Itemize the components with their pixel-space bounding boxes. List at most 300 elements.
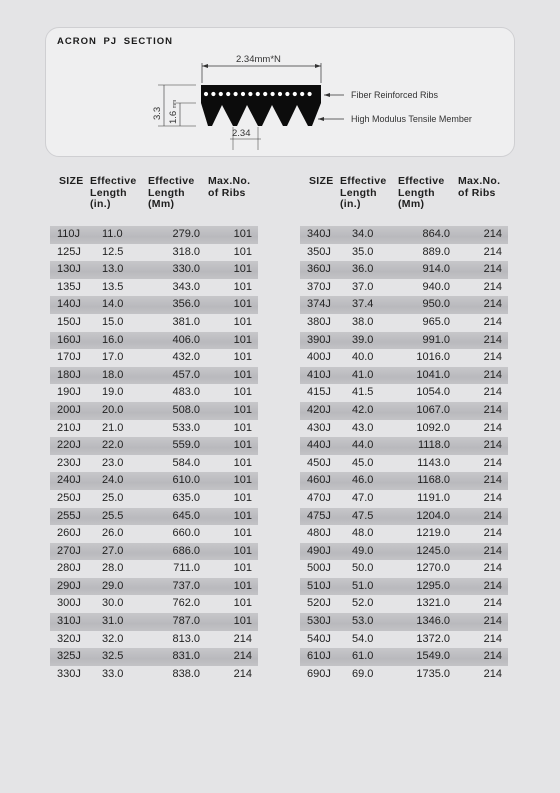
cell-length-mm: 645.0: [172, 509, 200, 522]
cell-length-mm: 508.0: [172, 403, 200, 416]
cell-max-ribs: 101: [233, 351, 252, 364]
table-row: [50, 314, 258, 332]
cell-max-ribs: 214: [483, 456, 502, 469]
cell-size: 470J: [307, 491, 331, 504]
tensile-cord: [248, 92, 252, 96]
cell-size: 260J: [57, 527, 81, 540]
cell-length-mm: 1735.0: [416, 667, 450, 680]
cell-max-ribs: 101: [233, 491, 252, 504]
table-row: [50, 384, 258, 402]
cell-length-mm: 889.0: [422, 245, 450, 258]
cell-max-ribs: 214: [483, 650, 502, 663]
cell-length-mm: 457.0: [172, 368, 200, 381]
cell-max-ribs: 101: [233, 544, 252, 557]
cell-max-ribs: 214: [483, 509, 502, 522]
cell-size: 140J: [57, 298, 81, 311]
cell-size: 160J: [57, 333, 81, 346]
cell-size: 510J: [307, 579, 331, 592]
cell-max-ribs: 214: [483, 597, 502, 610]
cell-size: 270J: [57, 544, 81, 557]
tensile-cord: [234, 92, 238, 96]
table-row: [50, 578, 258, 596]
table-row: [300, 226, 508, 244]
cell-size: 250J: [57, 491, 81, 504]
cell-length-in: 31.0: [102, 615, 124, 628]
cell-max-ribs: 214: [483, 280, 502, 293]
table-row: [300, 332, 508, 350]
cell-max-ribs: 214: [483, 245, 502, 258]
svg-text:1.6 mm: [168, 100, 179, 124]
cell-size: 530J: [307, 615, 331, 628]
cell-length-in: 45.0: [352, 456, 374, 469]
cell-max-ribs: 101: [233, 597, 252, 610]
svg-text:2.34: [232, 128, 251, 139]
table-row: [300, 631, 508, 649]
cell-size: 500J: [307, 562, 331, 575]
cell-max-ribs: 214: [483, 544, 502, 557]
cell-length-in: 11.0: [102, 228, 123, 240]
table-row: [300, 525, 508, 543]
cell-max-ribs: 214: [483, 333, 502, 346]
cell-size: 255J: [57, 509, 81, 522]
cell-length-in: 23.0: [102, 456, 124, 469]
cell-length-mm: 1092.0: [416, 421, 450, 434]
table-row: [300, 595, 508, 613]
header-size: SIZE: [59, 175, 84, 187]
cell-length-mm: 950.0: [422, 298, 450, 311]
cell-size: 170J: [57, 351, 81, 364]
cell-max-ribs: 214: [483, 298, 502, 311]
table-row: [50, 490, 258, 508]
cell-length-in: 21.0: [102, 421, 124, 434]
cell-length-in: 50.0: [352, 562, 374, 575]
cell-length-in: 15.0: [102, 315, 124, 328]
cell-size: 410J: [307, 368, 331, 381]
header-effective-length-in: Effective Length (in.): [90, 175, 137, 210]
cell-max-ribs: 214: [483, 527, 502, 540]
cell-length-in: 12.5: [102, 245, 124, 258]
svg-text:High Modulus Tensile Member: [351, 114, 472, 124]
cell-length-mm: 356.0: [172, 298, 200, 311]
cell-length-in: 36.0: [352, 263, 374, 276]
cell-max-ribs: 101: [233, 228, 252, 240]
table-row: [300, 402, 508, 420]
top-width-label: 2.34mm*N: [236, 54, 281, 65]
tensile-cord: [256, 92, 260, 96]
table-row: [50, 648, 258, 666]
belt-section-diagram: [45, 27, 515, 157]
cell-size: 190J: [57, 386, 81, 399]
cell-size: 320J: [57, 632, 81, 645]
cell-length-mm: 813.0: [172, 632, 200, 645]
svg-text:3.3: [152, 107, 163, 120]
cell-size: 370J: [307, 280, 331, 293]
cell-size: 130J: [57, 263, 81, 276]
header-max-ribs: Max.No. of Ribs: [458, 175, 501, 199]
tensile-cord: [300, 92, 304, 96]
cell-length-in: 17.0: [102, 351, 124, 364]
cell-max-ribs: 214: [233, 650, 252, 663]
table-header: [300, 176, 508, 224]
cell-length-mm: 406.0: [172, 333, 200, 346]
tensile-cord: [211, 92, 215, 96]
cell-length-mm: 1118.0: [417, 439, 450, 452]
cell-size: 360J: [307, 263, 331, 276]
cell-size: 230J: [57, 456, 81, 469]
cell-max-ribs: 101: [233, 527, 252, 540]
cell-length-in: 48.0: [352, 527, 374, 540]
cell-size: 610J: [307, 650, 331, 663]
table-row: [50, 666, 258, 684]
cell-max-ribs: 101: [233, 562, 252, 575]
table-row: [300, 666, 508, 684]
table-row: [300, 613, 508, 631]
cell-length-in: 42.0: [352, 403, 374, 416]
cell-length-mm: 559.0: [172, 439, 200, 452]
cell-length-in: 41.5: [352, 386, 374, 399]
cell-size: 150J: [57, 315, 81, 328]
cell-length-mm: 1016.0: [416, 351, 450, 364]
table-row: [50, 367, 258, 385]
cell-size: 450J: [307, 456, 331, 469]
cell-length-mm: 279.0: [172, 228, 200, 240]
cell-length-mm: 432.0: [172, 351, 200, 364]
cell-max-ribs: 214: [233, 632, 252, 645]
cell-max-ribs: 101: [233, 298, 252, 311]
cell-size: 540J: [307, 632, 331, 645]
cell-max-ribs: 214: [483, 315, 502, 328]
cell-length-mm: 1245.0: [416, 544, 450, 557]
cell-length-in: 53.0: [352, 615, 374, 628]
cell-length-mm: 1204.0: [416, 509, 450, 522]
cell-length-in: 33.0: [102, 667, 124, 680]
tensile-label: High Modulus Tensile Member: [351, 114, 472, 124]
section-title: ACRON PJ SECTION: [57, 36, 173, 47]
table-row: [300, 437, 508, 455]
table-row: [300, 472, 508, 490]
cell-size: 460J: [307, 474, 331, 487]
cell-max-ribs: 101: [233, 456, 252, 469]
cell-length-mm: 1219.0: [416, 527, 450, 540]
table-row: [50, 543, 258, 561]
table-row: [300, 543, 508, 561]
cell-size: 330J: [57, 667, 81, 680]
cell-length-mm: 584.0: [172, 456, 200, 469]
tensile-cord: [271, 92, 275, 96]
svg-text:Fiber Reinforced Ribs: [351, 90, 439, 100]
cell-length-in: 40.0: [352, 351, 374, 364]
table-row: [50, 525, 258, 543]
cell-size: 350J: [307, 245, 331, 258]
cell-length-in: 20.0: [102, 403, 124, 416]
cell-length-mm: 381.0: [172, 315, 200, 328]
table-row: [50, 226, 258, 244]
table-row: [300, 296, 508, 314]
tensile-cord: [241, 92, 245, 96]
cell-length-in: 24.0: [102, 474, 124, 487]
table-body: [300, 226, 508, 683]
cell-size: 690J: [307, 667, 331, 680]
cell-length-mm: 991.0: [422, 333, 450, 346]
table-header: [50, 176, 258, 224]
header-max-ribs: Max.No. of Ribs: [208, 175, 251, 199]
cell-max-ribs: 214: [483, 439, 502, 452]
belt-profile: [201, 85, 321, 126]
cell-size: 280J: [57, 562, 81, 575]
table-row: [300, 648, 508, 666]
cell-max-ribs: 214: [483, 228, 502, 240]
cell-max-ribs: 214: [483, 263, 502, 276]
cell-length-mm: 1054.0: [416, 386, 450, 399]
cell-length-in: 13.0: [102, 263, 124, 276]
cell-length-mm: 831.0: [172, 650, 200, 663]
cell-length-in: 35.0: [352, 245, 374, 258]
cell-length-mm: 635.0: [172, 491, 200, 504]
rib-height-label: 1.6: [168, 110, 179, 124]
cell-length-mm: 737.0: [172, 579, 200, 592]
cell-length-mm: 343.0: [172, 280, 200, 293]
cell-length-in: 52.0: [352, 597, 374, 610]
cell-length-mm: 318.0: [172, 245, 200, 258]
svg-text:2.34mm*N: [236, 54, 281, 65]
cell-length-in: 34.0: [352, 228, 374, 240]
tensile-cord: [204, 92, 208, 96]
cell-max-ribs: 214: [233, 667, 252, 680]
cell-length-in: 22.0: [102, 439, 124, 452]
cell-length-in: 29.0: [102, 579, 124, 592]
cell-size: 440J: [307, 439, 331, 452]
cell-length-in: 46.0: [352, 474, 374, 487]
cell-length-mm: 1041.0: [416, 368, 450, 381]
cell-length-in: 47.5: [352, 509, 374, 522]
table-row: [50, 332, 258, 350]
cell-length-mm: 610.0: [172, 474, 200, 487]
table-row: [300, 261, 508, 279]
table-row: [50, 296, 258, 314]
table-row: [300, 384, 508, 402]
cell-size: 220J: [57, 439, 81, 452]
table-row: [300, 279, 508, 297]
cell-length-in: 69.0: [352, 667, 374, 680]
cell-size: 240J: [57, 474, 81, 487]
table-row: [300, 455, 508, 473]
cell-max-ribs: 101: [233, 579, 252, 592]
table-row: [50, 595, 258, 613]
cell-max-ribs: 214: [483, 386, 502, 399]
cell-length-in: 44.0: [352, 439, 374, 452]
header-size: SIZE: [309, 175, 334, 187]
table-row: [300, 349, 508, 367]
cell-size: 374J: [307, 298, 331, 311]
cell-size: 290J: [57, 579, 81, 592]
cell-length-in: 25.5: [102, 509, 124, 522]
cell-length-in: 41.0: [352, 368, 374, 381]
cell-max-ribs: 214: [483, 421, 502, 434]
cell-max-ribs: 214: [483, 474, 502, 487]
cell-length-mm: 483.0: [172, 386, 200, 399]
cell-length-mm: 1549.0: [416, 650, 450, 663]
table-row: [50, 455, 258, 473]
cell-length-in: 39.0: [352, 333, 374, 346]
cell-length-in: 13.5: [102, 280, 124, 293]
cell-length-in: 19.0: [102, 386, 124, 399]
table-row: [300, 244, 508, 262]
tensile-cord: [308, 92, 312, 96]
tensile-cord: [285, 92, 289, 96]
cell-size: 200J: [57, 403, 81, 416]
height-label: 3.3: [152, 106, 163, 120]
cell-max-ribs: 214: [483, 368, 502, 381]
pitch-label: 2.34: [232, 128, 251, 139]
cell-size: 110J: [57, 228, 81, 240]
cell-max-ribs: 101: [233, 403, 252, 416]
cell-length-mm: 864.0: [422, 228, 450, 240]
table-row: [300, 314, 508, 332]
cell-size: 415J: [307, 386, 331, 399]
cell-size: 310J: [57, 615, 81, 628]
cell-length-mm: 1346.0: [416, 615, 450, 628]
cell-length-in: 38.0: [352, 315, 374, 328]
cell-length-in: 51.0: [352, 579, 374, 592]
cell-max-ribs: 101: [233, 263, 252, 276]
cell-max-ribs: 214: [483, 615, 502, 628]
cell-length-in: 27.0: [102, 544, 124, 557]
cell-length-mm: 1143.0: [417, 456, 450, 469]
cell-size: 475J: [307, 509, 331, 522]
cell-length-in: 18.0: [102, 368, 124, 381]
table-row: [50, 349, 258, 367]
header-effective-length-in: Effective Length (in.): [340, 175, 387, 210]
table-row: [50, 560, 258, 578]
size-table-right: [300, 175, 508, 680]
table-row: [50, 244, 258, 262]
table-row: [300, 560, 508, 578]
cell-length-in: 32.5: [102, 650, 124, 663]
table-row: [300, 490, 508, 508]
table-row: [50, 279, 258, 297]
cell-size: 135J: [57, 280, 81, 293]
cell-max-ribs: 101: [233, 280, 252, 293]
cell-max-ribs: 101: [233, 245, 252, 258]
cell-length-mm: 1191.0: [417, 491, 450, 504]
cell-size: 430J: [307, 421, 331, 434]
tensile-cord: [293, 92, 297, 96]
cell-length-in: 32.0: [102, 632, 124, 645]
cell-length-in: 30.0: [102, 597, 124, 610]
tensile-cord: [226, 92, 230, 96]
cell-size: 400J: [307, 351, 331, 364]
cell-length-in: 61.0: [352, 650, 374, 663]
table-row: [50, 420, 258, 438]
cell-length-mm: 1295.0: [416, 579, 450, 592]
cell-length-mm: 787.0: [172, 615, 200, 628]
cell-length-mm: 686.0: [172, 544, 200, 557]
cell-length-mm: 762.0: [172, 597, 200, 610]
cell-length-mm: 1321.0: [416, 597, 450, 610]
table-row: [50, 631, 258, 649]
table-body: [50, 226, 258, 683]
cell-length-in: 47.0: [352, 491, 374, 504]
cell-length-mm: 330.0: [172, 263, 200, 276]
table-row: [50, 613, 258, 631]
cell-length-mm: 914.0: [422, 263, 450, 276]
cell-size: 390J: [307, 333, 331, 346]
table-row: [50, 472, 258, 490]
cell-size: 420J: [307, 403, 331, 416]
tensile-cord: [219, 92, 223, 96]
cell-max-ribs: 214: [483, 403, 502, 416]
table-row: [50, 261, 258, 279]
header-effective-length-mm: Effective Length (Mm): [398, 175, 445, 210]
cell-length-in: 14.0: [102, 298, 124, 311]
cell-length-in: 37.4: [352, 298, 374, 311]
table-row: [300, 367, 508, 385]
cell-length-mm: 1270.0: [416, 562, 450, 575]
cell-length-in: 37.0: [352, 280, 374, 293]
belt-cross-section-drawing: [46, 28, 516, 158]
cell-length-in: 28.0: [102, 562, 124, 575]
table-row: [50, 402, 258, 420]
cell-max-ribs: 101: [233, 315, 252, 328]
cell-size: 180J: [57, 368, 81, 381]
cell-size: 325J: [57, 650, 81, 663]
table-row: [50, 508, 258, 526]
cell-size: 300J: [57, 597, 81, 610]
table-row: [300, 508, 508, 526]
cell-max-ribs: 101: [233, 474, 252, 487]
cell-max-ribs: 214: [483, 667, 502, 680]
table-row: [300, 420, 508, 438]
cell-length-in: 25.0: [102, 491, 124, 504]
cell-length-mm: 838.0: [172, 667, 200, 680]
cell-length-mm: 711.0: [173, 562, 200, 575]
cell-size: 340J: [307, 228, 331, 240]
table-row: [300, 578, 508, 596]
cell-max-ribs: 101: [233, 368, 252, 381]
cell-length-mm: 1168.0: [417, 474, 450, 487]
cell-max-ribs: 214: [483, 491, 502, 504]
cell-max-ribs: 101: [233, 509, 252, 522]
tensile-cord: [278, 92, 282, 96]
cell-max-ribs: 214: [483, 351, 502, 364]
cell-length-mm: 1372.0: [416, 632, 450, 645]
fiber-label: Fiber Reinforced Ribs: [351, 90, 439, 100]
cell-size: 520J: [307, 597, 331, 610]
cell-length-in: 16.0: [102, 333, 124, 346]
cell-length-mm: 965.0: [422, 315, 450, 328]
cell-max-ribs: 101: [233, 386, 252, 399]
cell-length-in: 43.0: [352, 421, 374, 434]
cell-max-ribs: 101: [233, 615, 252, 628]
rib-height-unit: mm: [172, 99, 178, 109]
cell-length-in: 49.0: [352, 544, 374, 557]
tensile-cord: [263, 92, 267, 96]
cell-max-ribs: 101: [233, 439, 252, 452]
cell-length-in: 54.0: [352, 632, 374, 645]
cell-max-ribs: 101: [233, 421, 252, 434]
cell-length-mm: 660.0: [172, 527, 200, 540]
table-row: [50, 437, 258, 455]
cell-max-ribs: 214: [483, 562, 502, 575]
cell-size: 490J: [307, 544, 331, 557]
cell-max-ribs: 214: [483, 632, 502, 645]
cell-max-ribs: 214: [483, 579, 502, 592]
size-table-left: [50, 175, 258, 680]
header-effective-length-mm: Effective Length (Mm): [148, 175, 195, 210]
cell-size: 380J: [307, 315, 331, 328]
cell-length-in: 26.0: [102, 527, 124, 540]
cell-length-mm: 533.0: [172, 421, 200, 434]
